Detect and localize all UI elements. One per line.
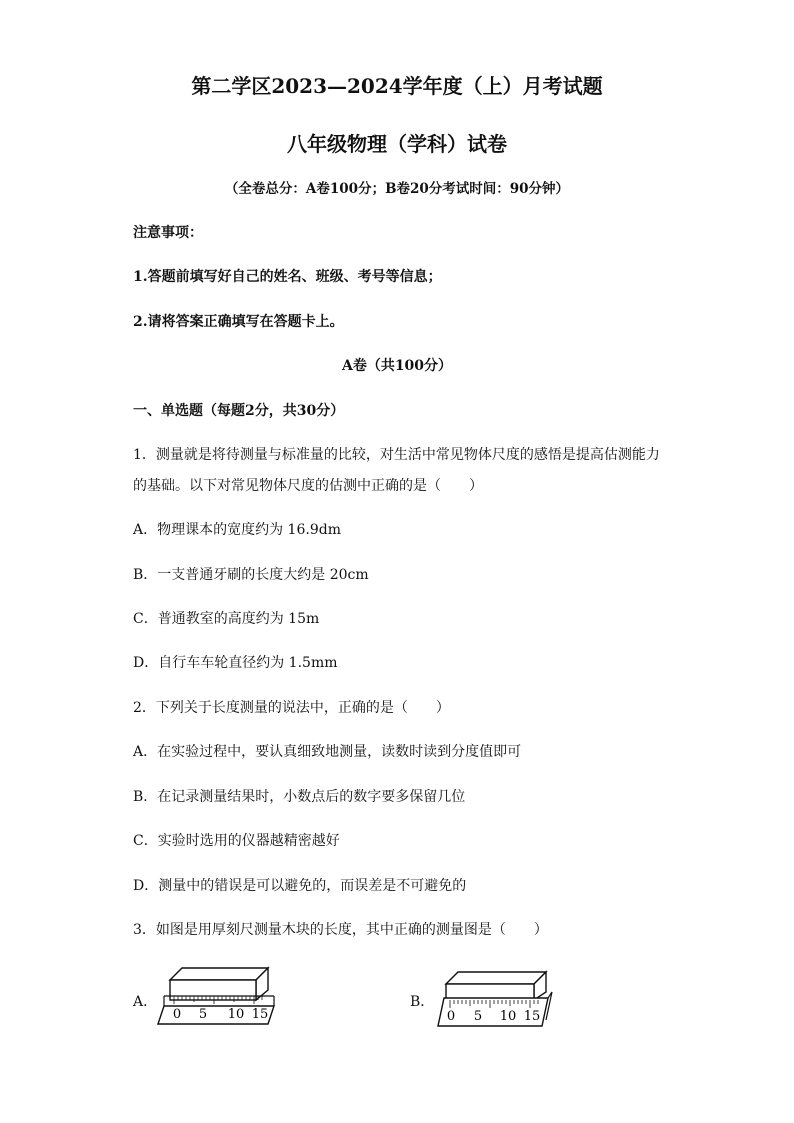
tick-label-15: 15 [523, 1009, 541, 1024]
tick-label-10: 10 [227, 1007, 245, 1022]
block-top-face [446, 972, 546, 984]
tick-label-0: 0 [172, 1007, 182, 1022]
exam-info: （全卷总分：A卷100分；B卷20分考试时间：90分钟） [224, 181, 570, 197]
q2-option-a: A．在实验过程中，要认真细致地测量，读数时读到分度值即可 [133, 744, 522, 760]
tick-label-5: 5 [198, 1007, 208, 1022]
block-top-face [170, 968, 268, 980]
q1-option-b: B．一支普通牙刷的长度大约是 20cm [133, 567, 369, 583]
tick-label-15: 15 [251, 1007, 269, 1022]
notice-item-1: 1.答题前填写好自己的姓名、班级、考号等信息； [133, 269, 442, 285]
paper-subtitle: 八年级物理（学科）试卷 [287, 132, 507, 156]
q1-option-a: A．物理课本的宽度约为 16.9dm [133, 522, 341, 538]
section-a-heading: A卷（共100分） [341, 358, 453, 374]
q2-option-c: C．实验时选用的仪器越精密越好 [133, 833, 340, 849]
notice-item-2: 2.请将答案正确填写在答题卡上。 [133, 314, 344, 330]
tick-label-5: 5 [473, 1009, 483, 1024]
q3-figure-a [156, 966, 278, 1030]
q2-stem: 2．下列关于长度测量的说法中，正确的是（ ） [133, 700, 450, 716]
q1-stem-line1: 1．测量就是将待测量与标准量的比较，对生活中常见物体尺度的感悟是提高估测能力 [133, 447, 660, 463]
q2-option-b: B．在记录测量结果时，小数点后的数字要多保留几位 [133, 789, 466, 805]
tick-label-10: 10 [499, 1009, 517, 1024]
q3-figure-a-label: A． [133, 994, 158, 1010]
q1-option-c: C．普通教室的高度约为 15m [133, 611, 320, 627]
part1-heading: 一、单选题（每题2分，共30分） [133, 403, 345, 419]
tick-label-0: 0 [446, 1009, 456, 1024]
exam-title: 第二学区2023—2024学年度（上）月考试题 [191, 74, 603, 98]
q3-figure-b [436, 970, 556, 1030]
q3-figure-b-label: B． [410, 994, 435, 1010]
block-front-face [170, 980, 256, 1000]
q1-stem-line2: 的基础。以下对常见物体尺度的估测中正确的是（ ） [133, 478, 483, 494]
q3-stem: 3．如图是用厚刻尺测量木块的长度，其中正确的测量图是（ ） [133, 922, 548, 938]
q2-option-d: D．测量中的错误是可以避免的，而误差是不可避免的 [133, 878, 467, 894]
notice-heading: 注意事项： [133, 225, 203, 241]
q1-option-d: D．自行车车轮直径约为 1.5mm [133, 655, 338, 671]
